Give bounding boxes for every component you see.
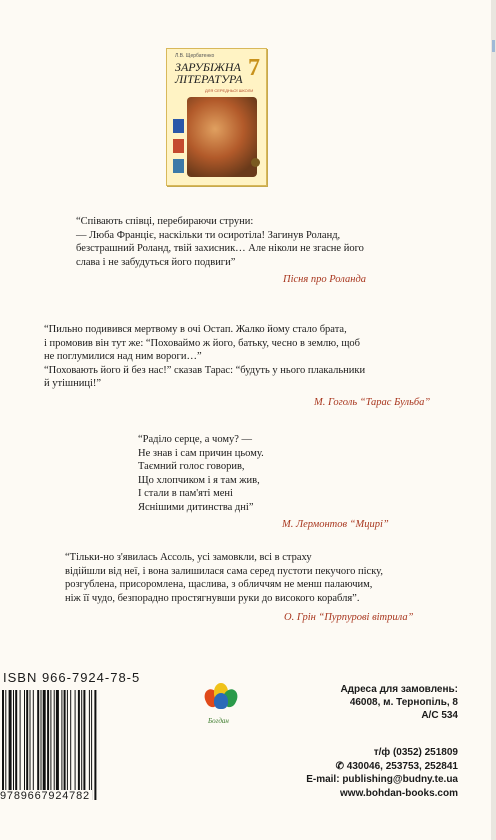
quote-taras-bulba [44, 323, 442, 391]
page-edge [491, 0, 496, 840]
quote-line: ніж її чудо, безпорадно простягнувши руки до високого корабля”. [65, 592, 360, 604]
address-label: Адреса для замовлень: [340, 684, 458, 695]
quote-line: І стали в пам'яті мені [138, 488, 233, 500]
contact-email: E-mail: publishing@budny.te.ua [306, 774, 458, 785]
quote-scarlet-sails [65, 551, 425, 605]
quote-attribution: Пісня про Роланда [283, 274, 367, 285]
isbn: ISBN 966-7924-78-5 [3, 670, 141, 685]
quote-line: відійшли від неї, і вона залишилася сама серед пустоти пекучого піску, [65, 565, 383, 577]
quote-roland [76, 215, 396, 269]
cover-strip-image [173, 159, 184, 173]
quote-mtsyri [138, 433, 338, 515]
quote-attribution: М. Гоголь “Тарас Бульба” [314, 397, 431, 408]
quote-line: — Люба Франціє, наскільки ти осиротіла! Загинув Роланд, [76, 229, 341, 241]
cover-strip-image [173, 139, 184, 153]
cover-thumbnail [166, 48, 267, 186]
quote-line: “Тільки-но з'явилась Ассоль, усі замовкли, всі в страху [65, 552, 312, 563]
barcode [0, 690, 152, 800]
cover-author: Л.В. Щербатенко [175, 53, 215, 59]
publisher-logo-text: Богдан [208, 717, 229, 725]
contact-website: www.bohdan-books.com [340, 787, 458, 799]
quote-line: “Пильно подивився мертвому в очі Остап. Жалко йому стало брата, [44, 324, 347, 335]
publisher-logo-icon [203, 683, 239, 721]
address-line: А/С 534 [421, 710, 458, 721]
quote-line: Яснішими дитинства дні” [138, 501, 254, 513]
edge-mark [492, 40, 495, 52]
quote-line: розгублена, присоромлена, щаслива, з обличчям не менш палаючим, [65, 579, 373, 591]
quote-line: і промовив він тут же: “Поховаймо ж його, батьку, чесно в землю, щоб [44, 337, 361, 349]
quote-line: “Співають співці, перебираючи струни: [76, 216, 254, 227]
quote-line: “Поховають його й без нас!” сказав Тарас: “будуть у нього плакальники [44, 364, 366, 376]
quote-attribution: М. Лермонтов “Мцирі” [282, 519, 389, 530]
cover-grade: 7 [248, 55, 260, 81]
cover-illustration [187, 97, 257, 177]
barcode-number: 9789667924782 [0, 790, 90, 802]
quote-line: Що хлопчиком і я там жив, [138, 474, 260, 486]
order-address [300, 683, 458, 722]
quote-attribution: О. Грін “Пурпурові вітрила” [284, 612, 414, 623]
contact-phone: т/ф (0352) 251809 [373, 747, 458, 758]
cover-seal-icon [251, 158, 260, 167]
cover-title: ЗАРУБІЖНА ЛІТЕРАТУРА [175, 60, 243, 86]
quote-line: Не знав і сам причин цьому. [138, 447, 264, 459]
contact-info [300, 746, 458, 800]
address-line: 46008, м. Тернопіль, 8 [349, 697, 458, 708]
quote-line: безстрашний Роланд, твій захисник… Але ніколи не згасне його [76, 243, 364, 255]
contact-phone: ✆ 430046, 253753, 252841 [335, 760, 458, 772]
cover-strip-image [173, 119, 184, 133]
cover-subtitle: ДЛЯ СЕРЕДНЬОЇ ШКОЛИ [205, 88, 254, 93]
quote-line: “Раділо серце, а чому? — [138, 434, 253, 445]
quote-line: й утішниці!” [44, 378, 102, 390]
quote-line: Таємний голос говорив, [138, 461, 245, 473]
quote-line: не поглумилися над ним вороги…” [44, 351, 202, 363]
quote-line: слава і не забудуться його подвиги” [76, 256, 236, 268]
